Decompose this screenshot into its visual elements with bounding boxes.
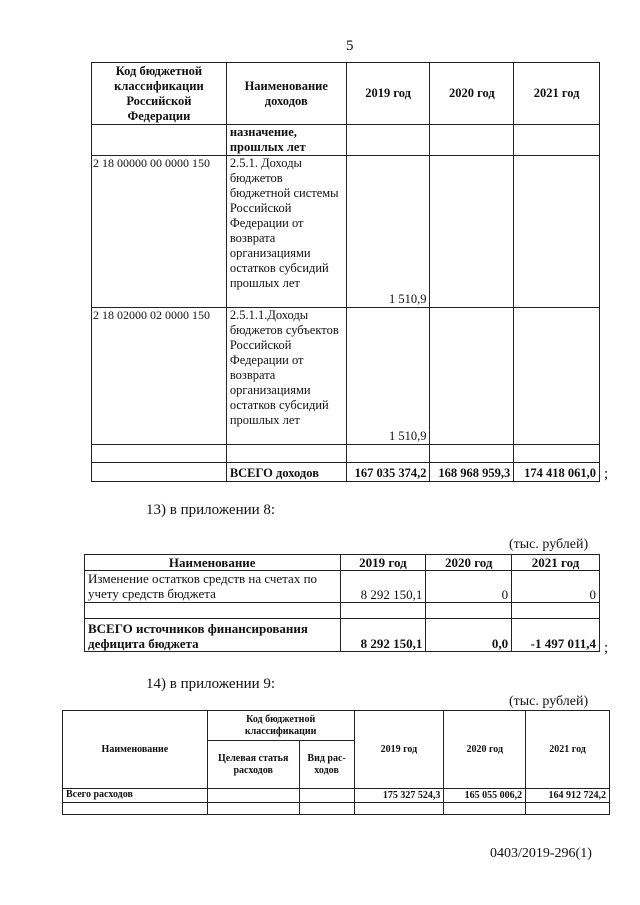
total-row [92, 463, 600, 482]
document-code: 0403/2019-296(1) [490, 846, 592, 861]
header-2020: 2020 год [430, 63, 514, 125]
page-number: 5 [346, 38, 354, 54]
header-2019: 2019 год [340, 555, 426, 571]
unit-label-13: (тыс. рублей) [509, 537, 589, 552]
total-2021: -1 497 011,4 [512, 619, 600, 652]
total-2019: 167 035 374,2 [346, 463, 430, 482]
header-2021: 2021 год [526, 711, 610, 789]
header-2019: 2019 год [354, 711, 444, 789]
header-target: Целевая статья расходов [207, 741, 299, 789]
row-2021 [514, 156, 600, 308]
header-2021: 2021 год [514, 63, 600, 125]
row-2019: 8 292 150,1 [340, 571, 426, 603]
total-2020: 0,0 [426, 619, 512, 652]
header-kind: Вид рас-ходов [299, 741, 354, 789]
table1-end-mark: ; [604, 466, 609, 482]
row-2020: 0 [426, 571, 512, 603]
table-row [92, 125, 600, 156]
table-row [92, 156, 600, 308]
header-2020: 2020 год [426, 555, 512, 571]
row-2019: 1 510,9 [346, 156, 430, 308]
header-name: Наименование доходов [226, 63, 346, 125]
table-row [92, 308, 600, 445]
header-name: Наименование [85, 555, 341, 571]
row-name: 2.5.1. Доходы бюджетов бюджетной системы Российской Федерации от возврата организациями остатков субсидий прошлых лет [226, 156, 346, 308]
total-row [63, 789, 610, 803]
total-2021: 164 912 724,2 [526, 789, 610, 803]
table2-end-mark: ; [604, 640, 609, 656]
expenses-table [62, 710, 610, 815]
header-2020: 2020 год [444, 711, 526, 789]
total-2021: 174 418 061,0 [514, 463, 600, 482]
row-name: 2.5.1.1.Доходы бюджетов субъектов Российской Федерации от возврата организациями остатков субсидий прошлых лет [226, 308, 346, 445]
row-2020 [430, 156, 514, 308]
row-code: 2 18 00000 00 0000 150 [92, 156, 227, 308]
header-2019: 2019 год [346, 63, 430, 125]
total-2019: 175 327 524,3 [354, 789, 444, 803]
unit-label-14: (тыс. рублей) [509, 694, 589, 709]
header-code-group: Код бюджетной классификации [207, 711, 354, 741]
row-code [92, 125, 227, 156]
row-2020 [430, 308, 514, 445]
row-2019 [346, 125, 430, 156]
table-row [85, 571, 600, 603]
row-name: Изменение остатков средств на счетах по учету средств бюджета [85, 571, 341, 603]
total-row [85, 619, 600, 652]
row-2021 [514, 308, 600, 445]
income-table [91, 62, 600, 482]
row-2019: 1 510,9 [346, 308, 430, 445]
header-2021: 2021 год [512, 555, 600, 571]
row-2020 [430, 125, 514, 156]
table-row-empty [63, 803, 610, 815]
total-2019: 8 292 150,1 [340, 619, 426, 652]
header-name: Наименование [63, 711, 208, 789]
row-name: назначение, прошлых лет [226, 125, 346, 156]
total-name: ВСЕГО источников финансирования дефицита бюджета [85, 619, 341, 652]
table-row-empty [92, 445, 600, 463]
row-2021 [514, 125, 600, 156]
total-label: ВСЕГО доходов [226, 463, 346, 482]
row-2021: 0 [512, 571, 600, 603]
total-2020: 168 968 959,3 [430, 463, 514, 482]
table-row-empty [85, 603, 600, 619]
paragraph-13: 13) в приложении 8: [146, 502, 276, 518]
total-2020: 165 055 006,2 [444, 789, 526, 803]
header-code: Код бюджетной классификации Российской Федерации [92, 63, 227, 125]
paragraph-14: 14) в приложении 9: [146, 676, 276, 692]
row-code: 2 18 02000 02 0000 150 [92, 308, 227, 445]
financing-table [84, 554, 600, 652]
total-name: Всего расходов [63, 789, 208, 803]
